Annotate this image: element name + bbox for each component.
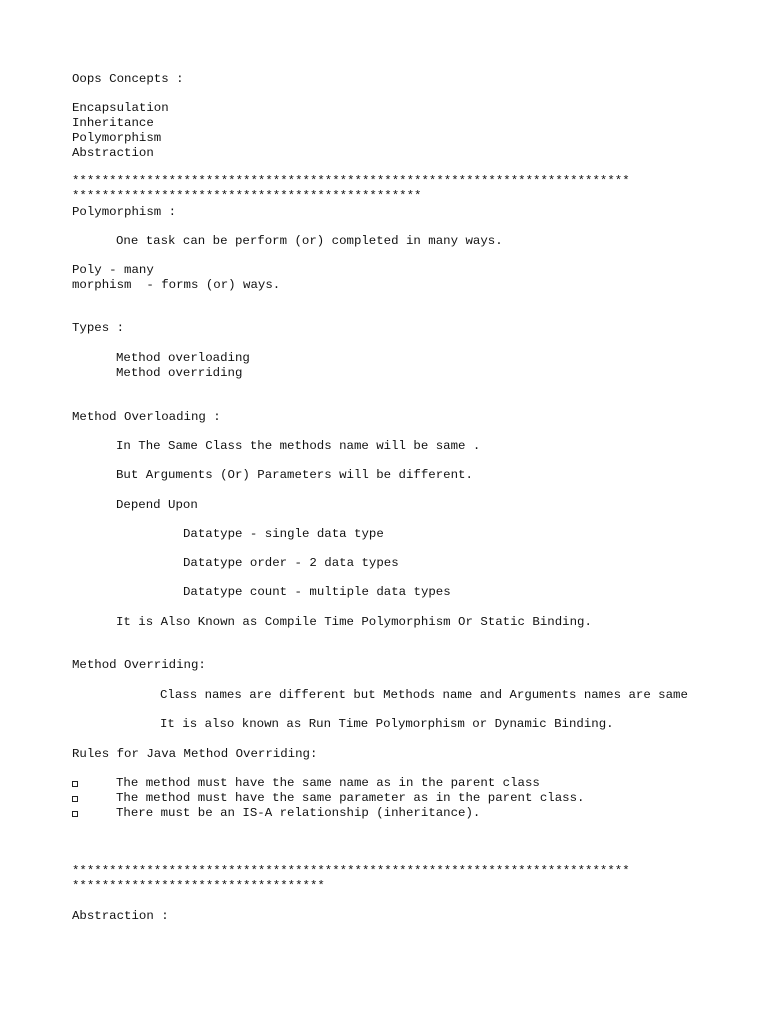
- type-item: Method overloading: [116, 351, 250, 365]
- depend-item: Datatype count - multiple data types: [183, 585, 451, 599]
- rule-text: The method must have the same parameter as in the parent class.: [116, 791, 585, 805]
- rule-text: There must be an IS-A relationship (inheritance).: [116, 806, 481, 820]
- separator-line: ***************************************************************************: [72, 864, 630, 878]
- concept-item: Encapsulation: [72, 101, 169, 115]
- separator-line: ***************************************************************************: [72, 174, 630, 188]
- poly-meaning: Poly - many: [72, 263, 154, 277]
- rule-item: [0, 806, 768, 821]
- polymorphism-description: One task can be perform (or) completed in many ways.: [116, 234, 503, 248]
- overriding-point: It is also known as Run Time Polymorphism or Dynamic Binding.: [160, 717, 614, 731]
- overloading-point: Depend Upon: [116, 498, 198, 512]
- overriding-heading: Method Overriding:: [72, 658, 206, 672]
- type-item: Method overriding: [116, 366, 243, 380]
- rule-text: The method must have the same name as in the parent class: [116, 776, 540, 790]
- overloading-point: But Arguments (Or) Parameters will be different.: [116, 468, 473, 482]
- overloading-heading: Method Overloading :: [72, 410, 221, 424]
- depend-item: Datatype - single data type: [183, 527, 384, 541]
- oops-title: Oops Concepts :: [72, 72, 184, 86]
- poly-meaning: morphism - forms (or) ways.: [72, 278, 281, 292]
- separator-line: ***********************************************: [72, 189, 422, 203]
- rules-heading: Rules for Java Method Overriding:: [72, 747, 318, 761]
- depend-item: Datatype order - 2 data types: [183, 556, 399, 570]
- overloading-aka: It is Also Known as Compile Time Polymorphism Or Static Binding.: [116, 615, 592, 629]
- overriding-point: Class names are different but Methods name and Arguments names are same: [160, 688, 688, 702]
- concept-item: Abstraction: [72, 146, 154, 160]
- abstraction-heading: Abstraction :: [72, 909, 169, 923]
- separator-line: **********************************: [72, 879, 325, 893]
- bullet-square-icon: [72, 796, 78, 802]
- rule-item: [0, 776, 768, 791]
- overloading-point: In The Same Class the methods name will be same .: [116, 439, 481, 453]
- concept-item: Polymorphism: [72, 131, 162, 145]
- rule-item: [0, 791, 768, 806]
- bullet-square-icon: [72, 781, 78, 787]
- concept-item: Inheritance: [72, 116, 154, 130]
- polymorphism-heading: Polymorphism :: [72, 205, 177, 219]
- types-heading: Types :: [72, 321, 125, 335]
- bullet-square-icon: [72, 811, 78, 817]
